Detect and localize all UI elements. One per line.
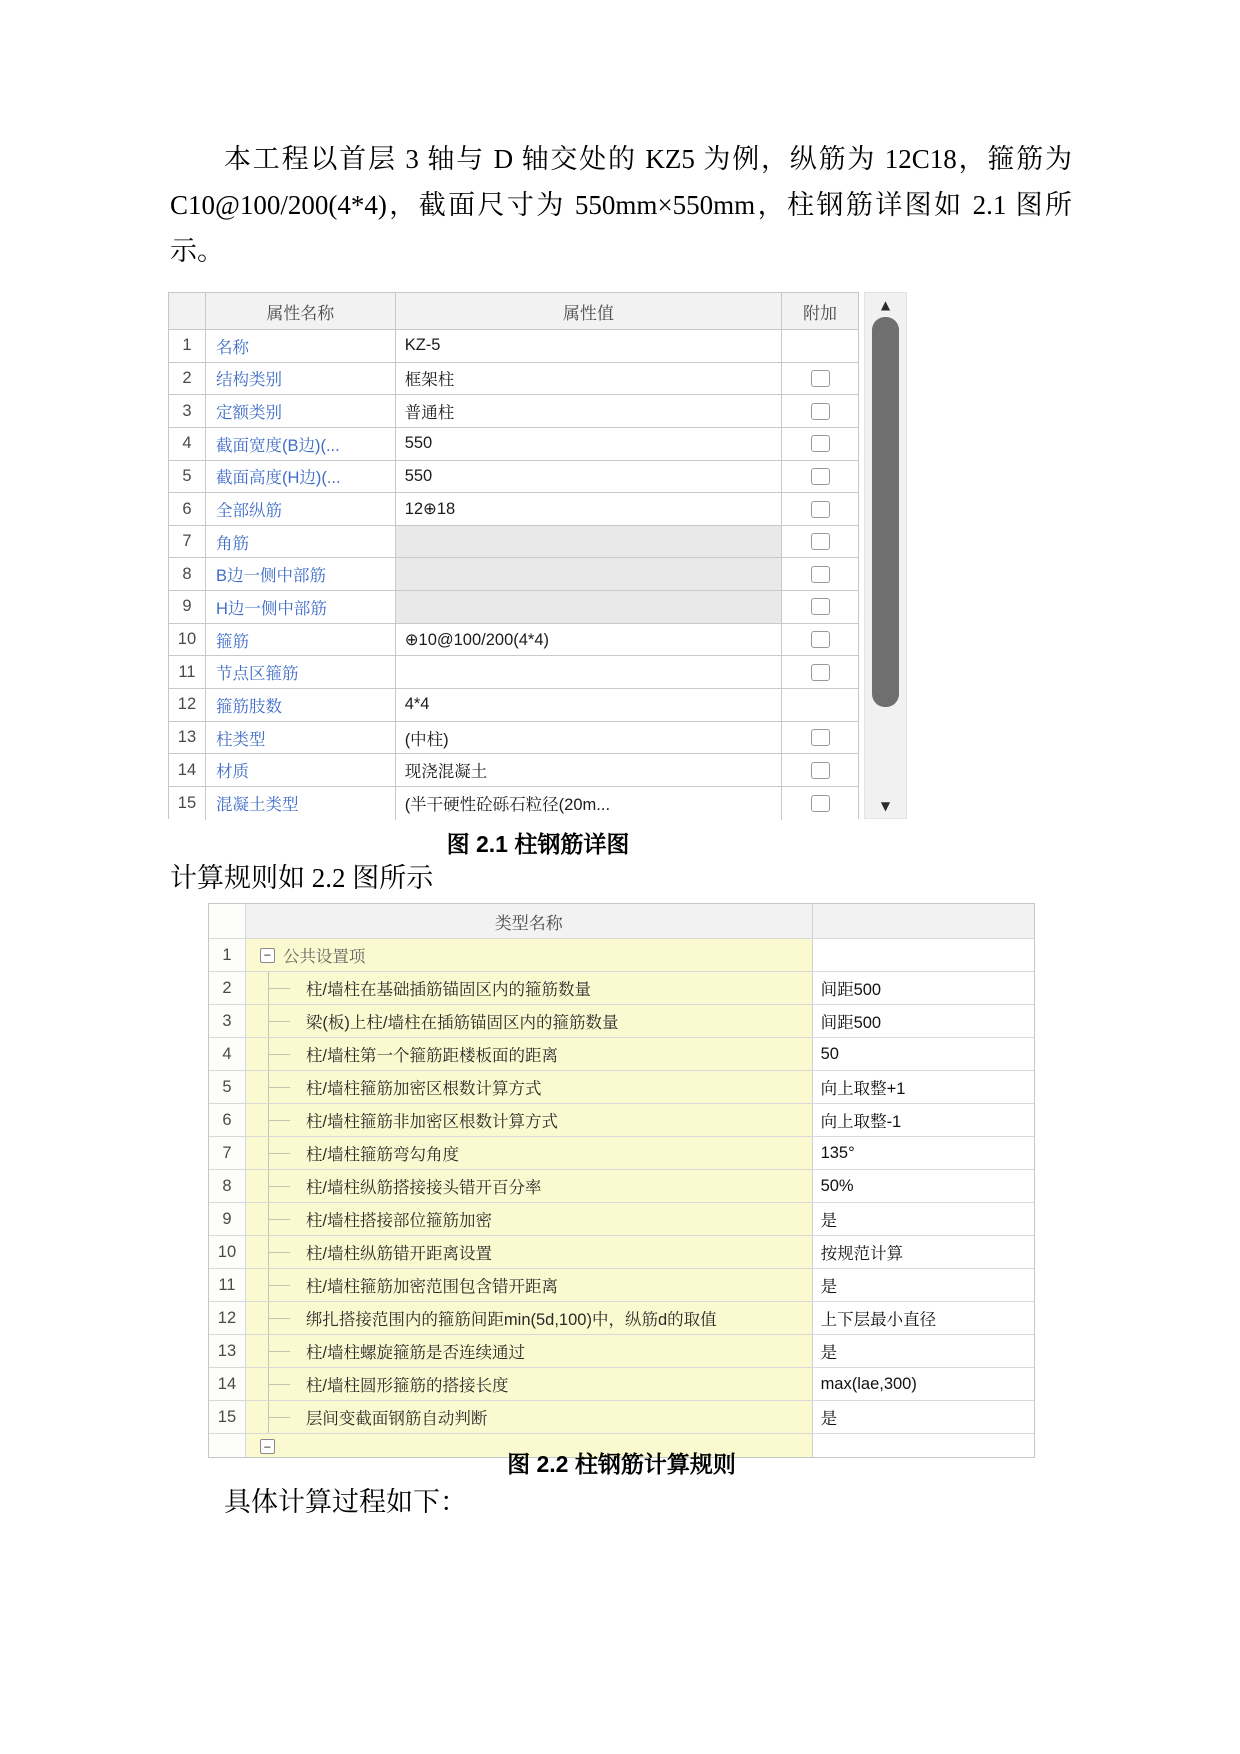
rule-label: 柱/墙柱箍筋加密区根数计算方式 bbox=[305, 1080, 542, 1098]
property-value[interactable] bbox=[396, 526, 782, 558]
extra-checkbox[interactable] bbox=[811, 631, 830, 648]
rule-label: 柱/墙柱纵筋搭接接头错开百分率 bbox=[305, 1179, 542, 1197]
row-number: 1 bbox=[209, 939, 246, 971]
rule-name bbox=[246, 1005, 813, 1037]
row-number: 10 bbox=[169, 624, 206, 656]
property-row bbox=[169, 722, 858, 755]
header-extra: 附加 bbox=[803, 303, 838, 323]
property-row bbox=[169, 330, 858, 363]
property-value[interactable] bbox=[396, 591, 782, 623]
extra-cell bbox=[782, 395, 858, 427]
rule-label: 绑扎搭接范围内的箍筋间距min(5d,100)中，纵筋d的取值 bbox=[305, 1311, 717, 1329]
header-property-value: 属性值 bbox=[396, 293, 782, 329]
tree-branch-icon bbox=[268, 972, 294, 1004]
tree-branch-icon bbox=[268, 1005, 294, 1037]
property-table-header bbox=[169, 293, 858, 330]
rule-name bbox=[246, 1170, 813, 1202]
property-row bbox=[169, 624, 858, 657]
property-row bbox=[169, 526, 858, 559]
rule-label: 柱/墙柱搭接部位箍筋加密 bbox=[305, 1212, 492, 1230]
figure-2-2-caption: 图 2.2 柱钢筋计算规则 bbox=[507, 1451, 736, 1477]
row-number: 4 bbox=[169, 428, 206, 460]
extra-cell bbox=[782, 428, 858, 460]
row-number: 8 bbox=[209, 1170, 246, 1202]
rule-name bbox=[246, 1071, 813, 1103]
extra-checkbox[interactable] bbox=[811, 435, 830, 452]
rule-name bbox=[246, 1269, 813, 1301]
rule-label: 柱/墙柱第一个箍筋距楼板面的距离 bbox=[305, 1047, 558, 1065]
tree-branch-icon bbox=[268, 1203, 294, 1235]
row-number: 2 bbox=[209, 972, 246, 1004]
property-value[interactable]: 4*4 bbox=[396, 689, 782, 721]
rule-value[interactable]: 间距500 bbox=[813, 1005, 1034, 1037]
rule-value[interactable]: max(lae,300) bbox=[813, 1368, 1034, 1400]
property-value[interactable]: (半干硬性砼砾石粒径(20m... bbox=[396, 787, 782, 820]
row-number: 13 bbox=[169, 722, 206, 754]
property-value[interactable]: ⊕10@100/200(4*4) bbox=[396, 624, 782, 656]
extra-cell bbox=[782, 624, 858, 656]
rule-row bbox=[209, 1203, 1034, 1236]
property-value[interactable]: 12⊕18 bbox=[396, 493, 782, 525]
extra-cell bbox=[782, 526, 858, 558]
rule-value[interactable]: 按规范计算 bbox=[813, 1236, 1034, 1268]
rule-name bbox=[246, 1368, 813, 1400]
rule-value[interactable]: 是 bbox=[813, 1335, 1034, 1367]
property-value[interactable] bbox=[396, 656, 782, 688]
property-name: 名称 bbox=[206, 330, 396, 362]
rule-value[interactable]: 间距500 bbox=[813, 972, 1034, 1004]
property-row bbox=[169, 689, 858, 722]
group-label: 公共设置项 bbox=[282, 948, 366, 966]
rule-value[interactable]: 135° bbox=[813, 1137, 1034, 1169]
extra-cell bbox=[782, 363, 858, 395]
rule-value[interactable]: 50 bbox=[813, 1038, 1034, 1070]
property-row bbox=[169, 558, 858, 591]
property-row bbox=[169, 787, 858, 820]
collapse-expander-icon[interactable]: − bbox=[260, 1439, 275, 1454]
rule-label: 柱/墙柱箍筋加密范围包含错开距离 bbox=[305, 1278, 558, 1296]
property-row bbox=[169, 363, 858, 396]
property-name: 角筋 bbox=[206, 526, 396, 558]
intro-paragraph: 本工程以首层 3 轴与 D 轴交处的 KZ5 为例，纵筋为 12C18，箍筋为 C10@100/200(4*4)，截面尺寸为 550mm×550mm，柱钢筋详图如 2.1 图所示。 bbox=[170, 144, 1072, 266]
rule-row bbox=[209, 1236, 1034, 1269]
header-type-name: 类型名称 bbox=[246, 904, 813, 938]
rule-name bbox=[246, 972, 813, 1004]
extra-cell bbox=[782, 754, 858, 786]
extra-checkbox[interactable] bbox=[811, 533, 830, 550]
row-number: 7 bbox=[169, 526, 206, 558]
row-number: 6 bbox=[169, 493, 206, 525]
tree-branch-icon bbox=[268, 1401, 294, 1433]
property-value[interactable]: 现浇混凝土 bbox=[396, 754, 782, 786]
row-number: 5 bbox=[209, 1071, 246, 1103]
row-number: 12 bbox=[209, 1302, 246, 1334]
property-name: 箍筋 bbox=[206, 624, 396, 656]
rule-label: 层间变截面钢筋自动判断 bbox=[305, 1410, 488, 1428]
extra-checkbox[interactable] bbox=[811, 762, 830, 779]
rule-row bbox=[209, 972, 1034, 1005]
rule-row bbox=[209, 1302, 1034, 1335]
row-number: 12 bbox=[169, 689, 206, 721]
rules-intro-text: 计算规则如 2.2 图所示 bbox=[170, 863, 434, 893]
property-value[interactable] bbox=[396, 558, 782, 590]
tree-branch-icon bbox=[268, 1368, 294, 1400]
header-corner-cell bbox=[169, 293, 206, 329]
rule-value[interactable]: 上下层最小直径 bbox=[813, 1302, 1034, 1334]
property-name: B边一侧中部筋 bbox=[206, 558, 396, 590]
rule-name bbox=[246, 939, 813, 971]
property-name: 混凝土类型 bbox=[206, 787, 396, 820]
extra-cell bbox=[782, 461, 858, 493]
rule-row bbox=[209, 1401, 1034, 1434]
property-row bbox=[169, 461, 858, 494]
property-row bbox=[169, 656, 858, 689]
rule-value[interactable] bbox=[813, 939, 1034, 971]
property-row bbox=[169, 428, 858, 461]
rule-label: 柱/墙柱纵筋错开距离设置 bbox=[305, 1245, 492, 1263]
row-number: 5 bbox=[169, 461, 206, 493]
rule-name bbox=[246, 1203, 813, 1235]
rule-row bbox=[209, 1005, 1034, 1038]
rule-name bbox=[246, 1335, 813, 1367]
rule-name bbox=[246, 1236, 813, 1268]
row-number: 9 bbox=[169, 591, 206, 623]
row-number: 10 bbox=[209, 1236, 246, 1268]
rule-name bbox=[246, 1401, 813, 1433]
property-value[interactable]: (中柱) bbox=[396, 722, 782, 754]
property-table-body bbox=[169, 330, 858, 820]
tree-branch-icon bbox=[268, 1038, 294, 1070]
rule-row bbox=[209, 1368, 1034, 1401]
row-number: 14 bbox=[209, 1368, 246, 1400]
figure-2-1-caption: 图 2.1 柱钢筋详图 bbox=[446, 831, 630, 857]
rule-name bbox=[246, 1038, 813, 1070]
tree-branch-icon bbox=[268, 1071, 294, 1103]
header-corner-cell bbox=[209, 904, 246, 938]
property-name: 全部纵筋 bbox=[206, 493, 396, 525]
rules-table bbox=[208, 903, 1035, 1458]
extra-checkbox[interactable] bbox=[811, 370, 830, 387]
tree-branch-icon bbox=[268, 1302, 294, 1334]
property-name: 材质 bbox=[206, 754, 396, 786]
rule-label: 柱/墙柱螺旋箍筋是否连续通过 bbox=[305, 1344, 525, 1362]
extra-checkbox[interactable] bbox=[811, 468, 830, 485]
scroll-down-icon[interactable]: ▼ bbox=[880, 799, 891, 813]
rule-name bbox=[246, 1302, 813, 1334]
extra-checkbox[interactable] bbox=[811, 729, 830, 746]
property-name: 截面宽度(B边)(... bbox=[206, 428, 396, 460]
tree-branch-icon bbox=[268, 1335, 294, 1367]
row-number: 9 bbox=[209, 1203, 246, 1235]
row-number: 13 bbox=[209, 1335, 246, 1367]
rule-value[interactable]: 50% bbox=[813, 1170, 1034, 1202]
row-number: 6 bbox=[209, 1104, 246, 1136]
property-value[interactable]: 550 bbox=[396, 461, 782, 493]
extra-checkbox[interactable] bbox=[811, 566, 830, 583]
property-row bbox=[169, 395, 858, 428]
rule-row bbox=[209, 1170, 1034, 1203]
rule-value[interactable]: 是 bbox=[813, 1269, 1034, 1301]
row-number: 15 bbox=[169, 787, 206, 820]
rule-label: 柱/墙柱圆形箍筋的搭接长度 bbox=[305, 1377, 509, 1395]
header-property-name: 属性名称 bbox=[206, 293, 396, 329]
rule-row bbox=[209, 1269, 1034, 1302]
rule-row bbox=[209, 1335, 1034, 1368]
rules-table-header bbox=[209, 904, 1034, 939]
tree-branch-icon bbox=[268, 1236, 294, 1268]
vertical-scrollbar[interactable] bbox=[864, 292, 907, 819]
rule-name bbox=[246, 1137, 813, 1169]
property-name: 结构类别 bbox=[206, 363, 396, 395]
extra-cell bbox=[782, 493, 858, 525]
property-name: 截面高度(H边)(... bbox=[206, 461, 396, 493]
property-value[interactable]: 普通柱 bbox=[396, 395, 782, 427]
rules-table-body bbox=[209, 939, 1034, 1458]
row-number: 7 bbox=[209, 1137, 246, 1169]
rule-name bbox=[246, 1104, 813, 1136]
rule-value[interactable]: 向上取整-1 bbox=[813, 1104, 1034, 1136]
closing-text: 具体计算过程如下： bbox=[224, 1487, 467, 1517]
extra-cell bbox=[782, 656, 858, 688]
rule-label: 柱/墙柱在基础插筋锚固区内的箍筋数量 bbox=[305, 981, 591, 999]
extra-cell bbox=[782, 787, 858, 820]
row-number: 2 bbox=[169, 363, 206, 395]
property-row bbox=[169, 591, 858, 624]
row-number: 11 bbox=[209, 1269, 246, 1301]
rule-row bbox=[209, 1137, 1034, 1170]
property-name: 定额类别 bbox=[206, 395, 396, 427]
extra-checkbox[interactable] bbox=[811, 795, 830, 812]
rule-value[interactable]: 向上取整+1 bbox=[813, 1071, 1034, 1103]
row-number: 4 bbox=[209, 1038, 246, 1070]
property-name: H边一侧中部筋 bbox=[206, 591, 396, 623]
row-number: 8 bbox=[169, 558, 206, 590]
extra-checkbox[interactable] bbox=[811, 664, 830, 681]
property-row bbox=[169, 493, 858, 526]
extra-cell bbox=[782, 722, 858, 754]
tree-branch-icon bbox=[268, 1269, 294, 1301]
property-name: 柱类型 bbox=[206, 722, 396, 754]
rule-row bbox=[209, 1038, 1034, 1071]
row-number: 3 bbox=[209, 1005, 246, 1037]
row-number: 15 bbox=[209, 1401, 246, 1433]
rule-label: 柱/墙柱箍筋非加密区根数计算方式 bbox=[305, 1113, 558, 1131]
rule-row bbox=[209, 1104, 1034, 1137]
row-number: 1 bbox=[169, 330, 206, 362]
rule-row bbox=[209, 939, 1034, 972]
extra-cell bbox=[782, 330, 858, 362]
row-number: 3 bbox=[169, 395, 206, 427]
property-row bbox=[169, 754, 858, 787]
extra-cell bbox=[782, 558, 858, 590]
property-value[interactable]: 550 bbox=[396, 428, 782, 460]
extra-checkbox[interactable] bbox=[811, 501, 830, 518]
scrollbar-thumb[interactable] bbox=[872, 317, 899, 707]
rule-row bbox=[209, 1071, 1034, 1104]
row-number: 11 bbox=[169, 656, 206, 688]
tree-branch-icon bbox=[268, 1104, 294, 1136]
property-name: 节点区箍筋 bbox=[206, 656, 396, 688]
tree-branch-icon bbox=[268, 1170, 294, 1202]
collapse-expander-icon[interactable]: − bbox=[260, 948, 275, 963]
rule-label: 柱/墙柱箍筋弯勾角度 bbox=[305, 1146, 459, 1164]
rule-value[interactable]: 是 bbox=[813, 1203, 1034, 1235]
header-value bbox=[813, 904, 1034, 938]
rule-value[interactable]: 是 bbox=[813, 1401, 1034, 1433]
property-value[interactable]: 框架柱 bbox=[396, 363, 782, 395]
property-value[interactable]: KZ-5 bbox=[396, 330, 782, 362]
scroll-up-icon[interactable]: ▲ bbox=[880, 298, 891, 312]
extra-cell bbox=[782, 591, 858, 623]
row-number: 14 bbox=[169, 754, 206, 786]
rule-label: 梁(板)上柱/墙柱在插筋锚固区内的箍筋数量 bbox=[305, 1014, 619, 1032]
property-table bbox=[168, 292, 859, 819]
tree-branch-icon bbox=[268, 1137, 294, 1169]
extra-cell bbox=[782, 689, 858, 721]
extra-checkbox[interactable] bbox=[811, 598, 830, 615]
property-name: 箍筋肢数 bbox=[206, 689, 396, 721]
extra-checkbox[interactable] bbox=[811, 403, 830, 420]
